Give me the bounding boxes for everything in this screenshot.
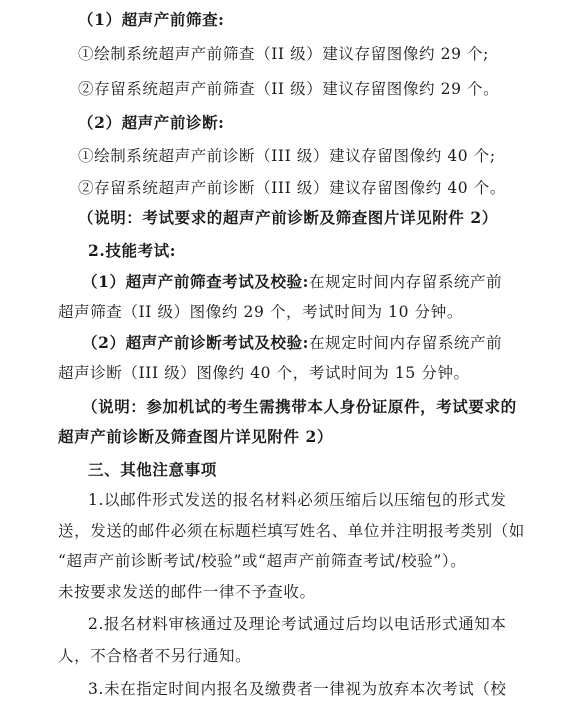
note-id-card-line-1: （说明：参加机试的考生需携带本人身份证原件，考试要求的	[82, 397, 517, 416]
skills-screening-label: （1）超声产前筛查考试及校验:	[82, 272, 310, 291]
skills-paragraph-1-line-1	[82, 272, 502, 292]
note-attachment-1: （说明：考试要求的超声产前诊断及筛查图片详见附件 2）	[78, 208, 498, 227]
section-heading-diagnosis: （2）超声产前诊断:	[78, 113, 225, 132]
note-id-card-line-2: 超声产前诊断及筛查图片详见附件 2）	[58, 427, 333, 446]
screening-item-2: ②存留系统超声产前筛查（II 级）建议存留图像约 29 个。	[78, 80, 500, 98]
skills-heading: 2.技能考试:	[88, 241, 177, 260]
other-notes-heading: 三、其他注意事项	[88, 460, 217, 479]
skills-diagnosis-text: 在规定时间内存留系统产前	[309, 334, 503, 352]
skills-screening-text: 在规定时间内存留系统产前	[309, 273, 503, 291]
other-item-2-line-1: 2.报名材料审核通过及理论考试通过后均以电话形式通知本	[88, 615, 507, 633]
other-item-1-line-3: “超声产前诊断考试/校验”或“超声产前筛查考试/校验”）。	[58, 552, 467, 570]
other-item-1-line-1: 1.以邮件形式发送的报名材料必须压缩后以压缩包的形式发	[88, 491, 507, 509]
skills-paragraph-1-line-2: 超声筛查（II 级）图像约 29 个，考试时间为 10 分钟。	[58, 303, 463, 321]
skills-paragraph-2-line-1	[82, 333, 502, 353]
other-item-1-line-4: 未按要求发送的邮件一律不予查收。	[58, 583, 316, 601]
section-heading-screening: （1）超声产前筛查:	[78, 10, 225, 29]
diagnosis-item-1: ①绘制系统超声产前诊断（III 级）建议存留图像约 40 个;	[78, 147, 496, 165]
diagnosis-item-2: ②存留系统超声产前诊断（III 级）建议存留图像约 40 个。	[78, 179, 506, 197]
other-item-2-line-2: 人，不合格者不另行通知。	[58, 647, 252, 665]
skills-paragraph-2-line-2: 超声诊断（III 级）图像约 40 个，考试时间为 15 分钟。	[58, 364, 470, 382]
other-item-1-line-2: 送，发送的邮件必须在标题栏填写姓名、单位并注明报考类别（如	[58, 522, 525, 540]
screening-item-1: ①绘制系统超声产前筛查（II 级）建议存留图像约 29 个;	[78, 45, 489, 63]
skills-diagnosis-label: （2）超声产前诊断考试及校验:	[82, 333, 310, 352]
other-item-3-line-1: 3.未在指定时间内报名及缴费者一律视为放弃本次考试（校	[88, 680, 507, 698]
